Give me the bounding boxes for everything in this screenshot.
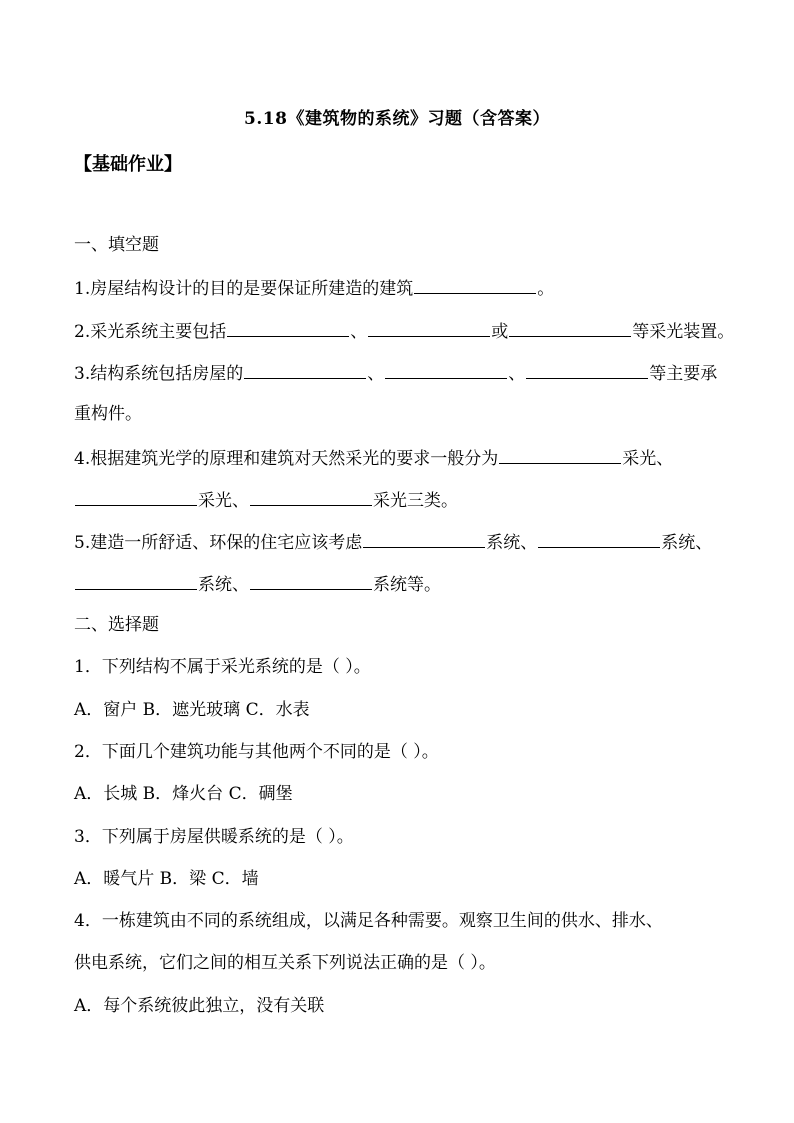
question-1-2 — [74, 318, 734, 344]
page-title: 5.18《建筑物的系统》习题（含答案） — [244, 109, 550, 129]
q3-sep1: 、 — [367, 364, 385, 384]
question-1-5-cont — [74, 571, 441, 597]
part1-heading: 一、填空题 — [74, 235, 159, 255]
choice-1-options: A．窗户 B．遮光玻璃 C．水表 — [74, 700, 310, 720]
question-1-5 — [74, 529, 712, 555]
choice-4-option-a: A．每个系统彼此独立，没有关联 — [74, 996, 325, 1016]
q2-text: 2.采光系统主要包括 — [74, 322, 227, 342]
answer-blank[interactable] — [250, 487, 372, 506]
q3-sep2: 、 — [508, 364, 526, 384]
q5-b: 系统、 — [486, 533, 538, 553]
q5-e: 系统等。 — [373, 575, 441, 595]
q5-c: 系统、 — [661, 533, 713, 553]
q5-text: 5.建造一所舒适、环保的住宅应该考虑 — [74, 533, 363, 553]
question-1-3 — [74, 360, 717, 386]
choice-4-stem: 4．一栋建筑由不同的系统组成，以满足各种需要。观察卫生间的供水、排水、 — [74, 911, 663, 931]
section-label: 【基础作业】 — [74, 154, 182, 175]
q4-d: 采光三类。 — [373, 491, 458, 511]
answer-blank[interactable] — [250, 571, 372, 590]
answer-blank[interactable] — [385, 360, 507, 379]
answer-blank[interactable] — [538, 529, 660, 548]
answer-blank[interactable] — [75, 571, 197, 590]
answer-blank[interactable] — [499, 445, 621, 464]
q2-end: 等采光装置。 — [632, 322, 735, 342]
q3-text: 3.结构系统包括房屋的 — [74, 364, 244, 384]
answer-blank[interactable] — [244, 360, 366, 379]
choice-1-stem: 1．下列结构不属于采光系统的是（ ）。 — [74, 657, 371, 677]
answer-blank[interactable] — [75, 487, 197, 506]
answer-blank[interactable] — [363, 529, 485, 548]
q1-text: 1.房屋结构设计的目的是要保证所建造的建筑 — [74, 279, 414, 299]
answer-blank[interactable] — [368, 318, 490, 337]
q4-b: 采光、 — [622, 449, 674, 469]
part2-heading: 二、选择题 — [74, 615, 159, 635]
answer-blank[interactable] — [227, 318, 349, 337]
q1-end: 。 — [537, 279, 555, 299]
q4-c: 采光、 — [198, 491, 249, 511]
question-1-3-cont: 重构件。 — [74, 404, 142, 424]
answer-blank[interactable] — [414, 275, 536, 294]
question-1-4-cont — [74, 487, 458, 513]
choice-4-stem-cont: 供电系统，它们之间的相互关系下列说法正确的是（ ）。 — [74, 953, 496, 973]
choice-2-stem: 2．下面几个建筑功能与其他两个不同的是（ ）。 — [74, 742, 439, 762]
q4-text: 4.根据建筑光学的原理和建筑对天然采光的要求一般分为 — [74, 449, 499, 469]
answer-blank[interactable] — [509, 318, 631, 337]
q2-sep2: 或 — [491, 322, 509, 342]
choice-2-options: A．长城 B．烽火台 C．碉堡 — [74, 784, 293, 804]
q2-sep1: 、 — [350, 322, 368, 342]
answer-blank[interactable] — [526, 360, 648, 379]
choice-3-options: A．暖气片 B．梁 C．墙 — [74, 869, 259, 889]
question-1-1 — [74, 275, 554, 301]
q5-d: 系统、 — [198, 575, 249, 595]
question-1-4 — [74, 445, 673, 471]
choice-3-stem: 3．下列属于房屋供暖系统的是（ ）。 — [74, 827, 354, 847]
q3-end: 等主要承 — [649, 364, 718, 384]
